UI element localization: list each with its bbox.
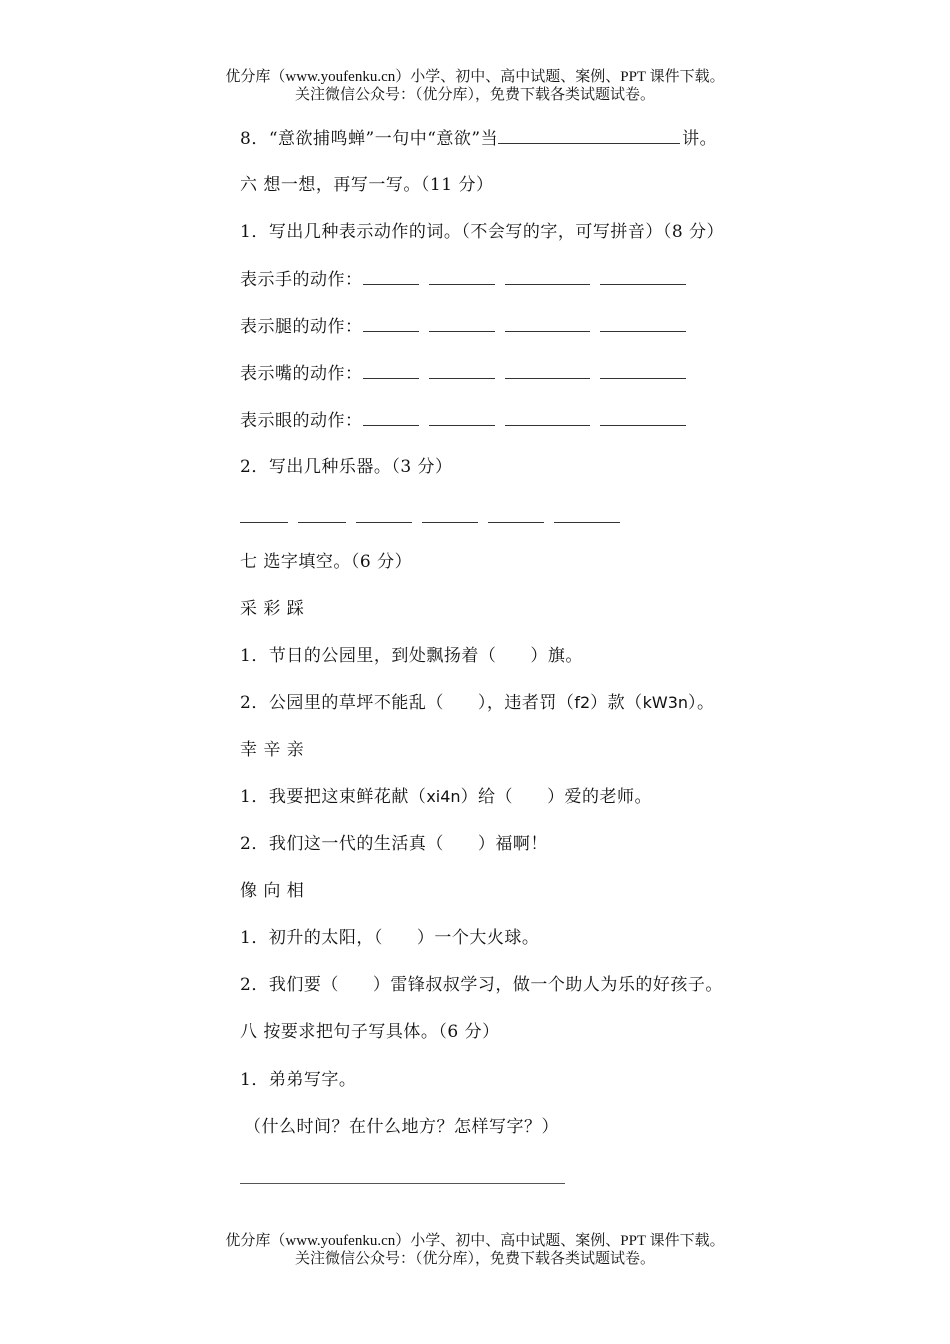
fill-item	[240, 786, 652, 808]
footer-line-2: 关注微信公众号：（优分库），免费下载各类试题试卷。	[294, 1251, 655, 1267]
item-text: 1．初升的太阳，（	[240, 928, 383, 948]
hand-actions-label: 表示手的动作：	[240, 270, 363, 290]
answer-line[interactable]	[240, 1183, 565, 1184]
answer-blank[interactable]	[600, 268, 686, 285]
answer-blank[interactable]	[429, 409, 495, 426]
item-text: ）一个大火球。	[416, 928, 540, 948]
item-text: ）旗。	[530, 646, 583, 666]
answer-blank[interactable]	[600, 362, 686, 379]
char-group-1: 采 彩 踩	[240, 599, 305, 619]
section-6-title: 六 想一想，再写一写。（11 分）	[240, 175, 494, 195]
answer-blank[interactable]	[429, 315, 495, 332]
eye-actions-row	[240, 409, 696, 432]
mouth-actions-label: 表示嘴的动作：	[240, 364, 363, 384]
answer-blank[interactable]	[498, 127, 680, 144]
answer-blank[interactable]	[298, 506, 346, 523]
answer-blank[interactable]	[429, 362, 495, 379]
item-text: ）给（	[460, 787, 514, 807]
fill-item	[240, 645, 583, 667]
item-text: ）款（	[590, 693, 643, 713]
fill-item	[240, 692, 715, 714]
pinyin: xi4n	[426, 787, 461, 806]
answer-blank[interactable]	[505, 362, 590, 379]
section-6-q1: 1．写出几种表示动作的词。（不会写的字，可写拼音）（8 分）	[240, 222, 725, 242]
section-8-hint: （什么时间？在什么地方？怎样写字？）	[244, 1117, 559, 1137]
answer-blank[interactable]	[505, 268, 590, 285]
instruments-row	[240, 506, 630, 529]
question-8-text: 8．“意欲捕鸣蝉”一句中“意欲”当	[240, 129, 499, 149]
char-group-2: 幸 辛 亲	[240, 740, 305, 760]
footer-line-1: 优分库（www.youfenku.cn）小学、初中、高中试题、案例、PPT 课件下载。	[225, 1233, 725, 1249]
section-8-title: 八 按要求把句子写具体。（6 分）	[240, 1022, 500, 1042]
item-text: 1．节日的公园里，到处飘扬着（	[240, 646, 497, 666]
header-line-2: 关注微信公众号：（优分库），免费下载各类试题试卷。	[294, 87, 655, 103]
fill-item	[240, 833, 548, 855]
leg-actions-label: 表示腿的动作：	[240, 317, 363, 337]
question-8-suffix: 讲。	[682, 129, 718, 149]
item-text: 2．公园里的草坪不能乱（	[240, 693, 444, 713]
fill-item	[240, 927, 539, 949]
answer-blank[interactable]	[363, 315, 419, 332]
section-6-q2: 2．写出几种乐器。（3 分）	[240, 457, 453, 477]
pinyin: f2	[574, 693, 591, 712]
eye-actions-label: 表示眼的动作：	[240, 411, 363, 431]
item-text: 2．我们这一代的生活真（	[240, 834, 444, 854]
header-line-1: 优分库（www.youfenku.cn）小学、初中、高中试题、案例、PPT 课件下载。	[225, 69, 725, 85]
answer-blank[interactable]	[505, 409, 590, 426]
item-text: 2．我们要（	[240, 975, 339, 995]
answer-blank[interactable]	[600, 409, 686, 426]
answer-blank[interactable]	[488, 506, 544, 523]
answer-blank[interactable]	[240, 506, 288, 523]
leg-actions-row	[240, 315, 696, 338]
question-8	[240, 127, 717, 150]
answer-blank[interactable]	[422, 506, 478, 523]
answer-blank[interactable]	[363, 362, 419, 379]
answer-blank[interactable]	[600, 315, 686, 332]
item-text: ）雷锋叔叔学习，做一个助人为乐的好孩子。	[372, 975, 723, 995]
page-header	[0, 68, 950, 104]
answer-blank[interactable]	[505, 315, 590, 332]
item-text: 1．我要把这束鲜花献（	[240, 787, 427, 807]
item-text: ）。	[688, 693, 715, 713]
fill-item	[240, 974, 723, 996]
answer-blank[interactable]	[363, 268, 419, 285]
section-8-q1: 1．弟弟写字。	[240, 1070, 357, 1090]
pinyin: kW3n	[642, 693, 689, 712]
item-text: ）爱的老师。	[547, 787, 653, 807]
mouth-actions-row	[240, 362, 696, 385]
item-text: ），违者罚（	[477, 693, 575, 713]
answer-blank[interactable]	[429, 268, 495, 285]
section-7-title: 七 选字填空。（6 分）	[240, 552, 413, 572]
answer-blank[interactable]	[554, 506, 620, 523]
page-footer	[0, 1232, 950, 1268]
answer-blank[interactable]	[356, 506, 412, 523]
item-text: ）福啊！	[477, 834, 548, 854]
char-group-3: 像 向 相	[240, 881, 305, 901]
hand-actions-row	[240, 268, 696, 291]
answer-blank[interactable]	[363, 409, 419, 426]
